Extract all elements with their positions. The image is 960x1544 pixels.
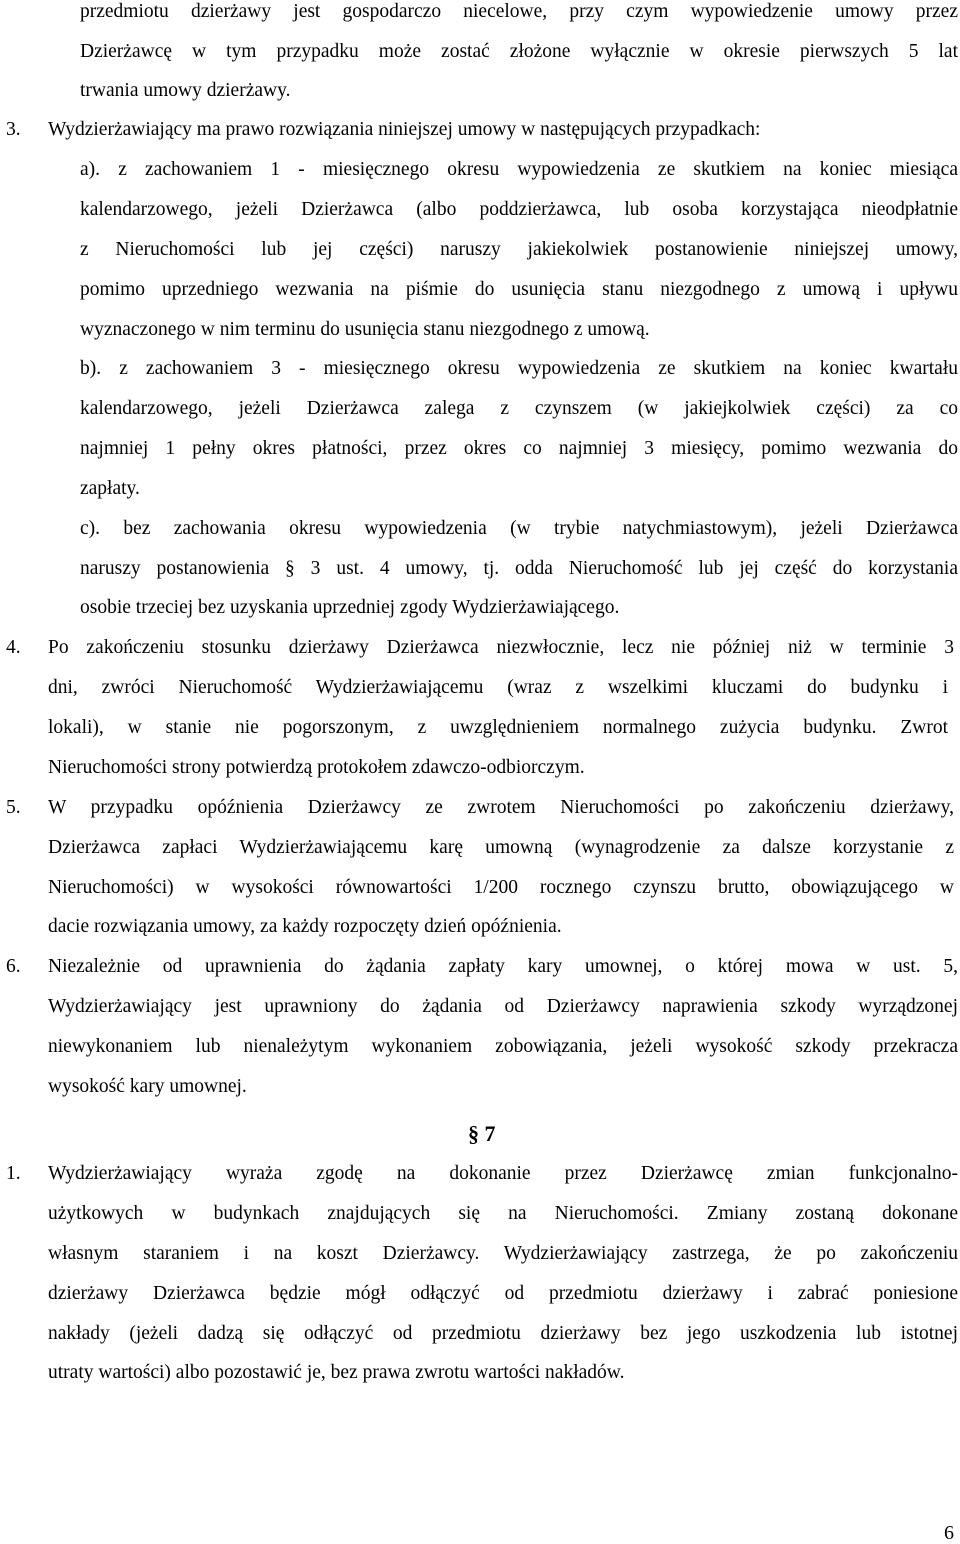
- text-line: utraty wartości) albo pozostawić je, bez prawa zwrotu wartości nakładów.: [48, 1362, 625, 1383]
- text-line: b). z zachowaniem 3 - miesięcznego okresu wypowiedzenia ze skutkiem na koniec kwartału: [80, 358, 958, 379]
- text-line: niewykonaniem lub nienależytym wykonaniem zobowiązania, jeżeli wysokość szkody przekracza: [48, 1036, 958, 1057]
- section-heading: § 7: [468, 1121, 496, 1146]
- text-line: osobie trzeciej bez uzyskania uprzedniej zgody Wydzierżawiającego.: [80, 597, 620, 618]
- text-line: z Nieruchomości lub jej części) naruszy jakiekolwiek postanowienie niniejszej umowy,: [80, 239, 958, 260]
- text-line: naruszy postanowienia § 3 ust. 4 umowy, tj. odda Nieruchomość lub jej część do korzystania: [80, 558, 958, 579]
- text-line: dacie rozwiązania umowy, za każdy rozpoczęty dzień opóźnienia.: [48, 916, 562, 937]
- text-line: zapłaty.: [80, 478, 140, 499]
- text-line: użytkowych w budynkach znajdujących się na Nieruchomości. Zmiany zostaną dokonane: [48, 1203, 958, 1224]
- text-line: Dzierżawca zapłaci Wydzierżawiającemu karę umowną (wynagrodzenie za dalsze korzystanie z: [48, 837, 954, 858]
- text-line: c). bez zachowania okresu wypowiedzenia (w trybie natychmiastowym), jeżeli Dzierżawca: [80, 518, 958, 539]
- text-line: trwania umowy dzierżawy.: [80, 80, 291, 101]
- paragraph-number: 6.: [6, 956, 21, 977]
- text-line: nakłady (jeżeli dadzą się odłączyć od przedmiotu dzierżawy bez jego uszkodzenia lub istotnej: [48, 1323, 958, 1344]
- text-line: wysokość kary umownej.: [48, 1076, 247, 1097]
- text-line: kalendarzowego, jeżeli Dzierżawca (albo poddzierżawca, lub osoba korzystająca nieodpłatnie: [80, 199, 958, 220]
- paragraph-number: 1.: [6, 1163, 21, 1184]
- text-line: a). z zachowaniem 1 - miesięcznego okresu wypowiedzenia ze skutkiem na koniec miesiąca: [80, 159, 958, 180]
- text-line: najmniej 1 pełny okres płatności, przez okres co najmniej 3 miesięcy, pomimo wezwania do: [80, 438, 958, 459]
- paragraph-number: 3.: [6, 119, 21, 140]
- text-line: Dzierżawcę w tym przypadku może zostać złożone wyłącznie w okresie pierwszych 5 lat: [80, 41, 958, 62]
- text-line: pomimo uprzedniego wezwania na piśmie do usunięcia stanu niezgodnego z umową i upływu: [80, 279, 958, 300]
- text-line: wyznaczonego w nim terminu do usunięcia stanu niezgodnego z umową.: [80, 319, 650, 340]
- paragraph-number: 4.: [6, 637, 21, 658]
- page-number: 6: [944, 1522, 954, 1544]
- text-line: Po zakończeniu stosunku dzierżawy Dzierżawca niezwłocznie, lecz nie później niż w terminie 3: [48, 637, 954, 658]
- text-line: przedmiotu dzierżawy jest gospodarczo niecelowe, przy czym wypowiedzenie umowy przez: [80, 1, 958, 22]
- text-line: dzierżawy Dzierżawca będzie mógł odłączyć od przedmiotu dzierżawy i zabrać poniesione: [48, 1283, 958, 1304]
- text-line: kalendarzowego, jeżeli Dzierżawca zalega z czynszem (w jakiejkolwiek części) za co: [80, 398, 958, 419]
- text-line: Nieruchomości) w wysokości równowartości 1/200 rocznego czynszu brutto, obowiązującego w: [48, 877, 954, 898]
- paragraph-number: 5.: [6, 797, 21, 818]
- text-line: dni, zwróci Nieruchomość Wydzierżawiającemu (wraz z wszelkimi kluczami do budynku i: [48, 677, 948, 698]
- text-line: W przypadku opóźnienia Dzierżawcy ze zwrotem Nieruchomości po zakończeniu dzierżawy,: [48, 797, 954, 818]
- text-line: lokali), w stanie nie pogorszonym, z uwzględnieniem normalnego zużycia budynku. Zwrot: [48, 717, 948, 738]
- text-line: Wydzierżawiający wyraża zgodę na dokonanie przez Dzierżawcę zmian funkcjonalno-: [48, 1163, 958, 1184]
- text-line: Wydzierżawiający jest uprawniony do żądania od Dzierżawcy naprawienia szkody wyrządzonej: [48, 996, 958, 1017]
- text-line: Nieruchomości strony potwierdzą protokołem zdawczo-odbiorczym.: [48, 757, 585, 778]
- text-line: własnym staraniem i na koszt Dzierżawcy. Wydzierżawiający zastrzega, że po zakończeniu: [48, 1243, 958, 1264]
- text-line: Niezależnie od uprawnienia do żądania zapłaty kary umownej, o której mowa w ust. 5,: [48, 956, 958, 977]
- text-line: Wydzierżawiający ma prawo rozwiązania niniejszej umowy w następujących przypadkach:: [48, 119, 761, 140]
